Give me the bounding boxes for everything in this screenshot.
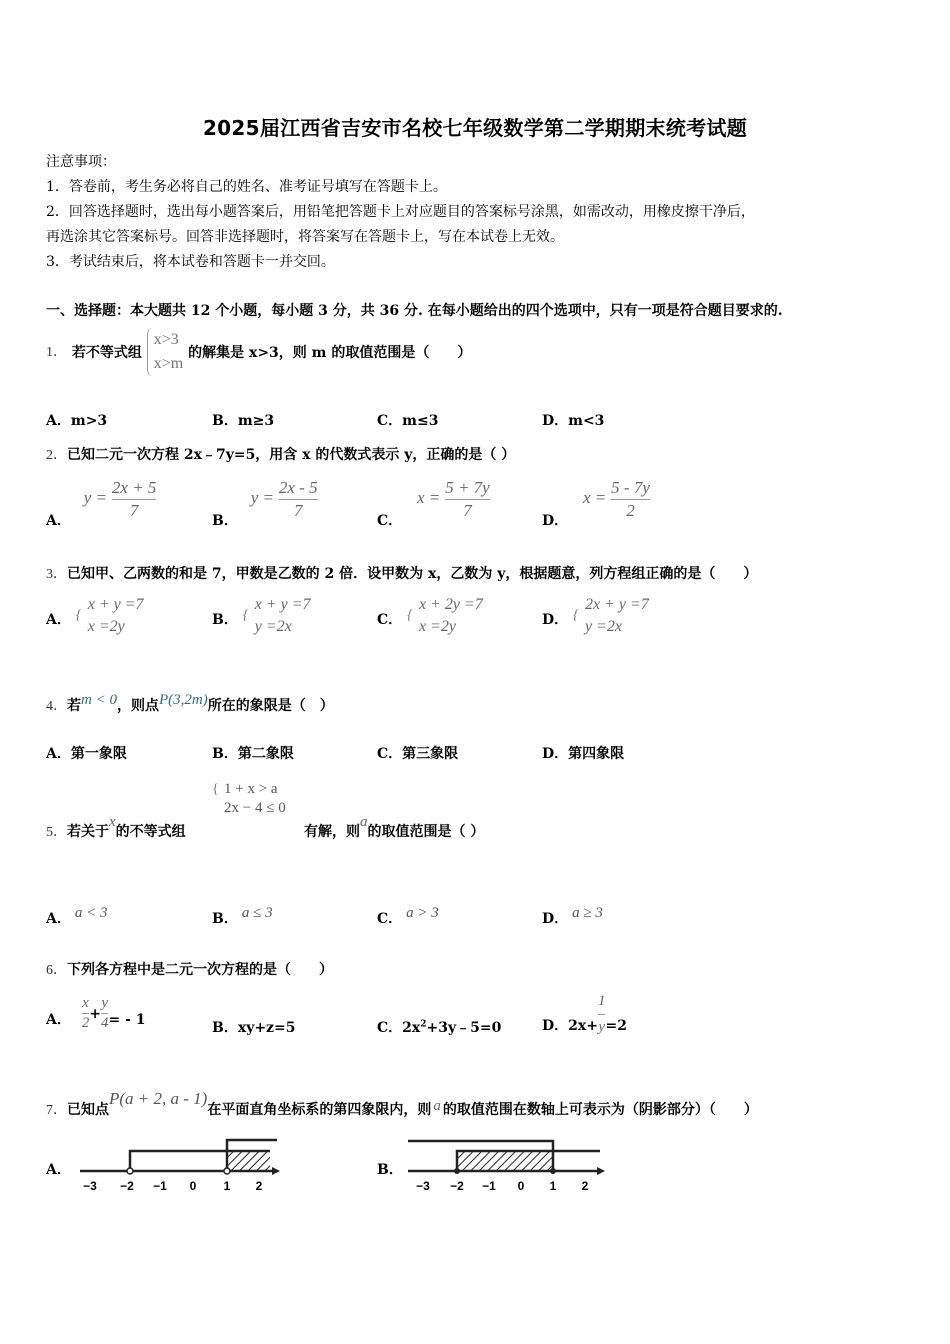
option-label: A． (46, 746, 71, 762)
numerator: 2x - 5 (278, 478, 318, 497)
tick-label: −2 (120, 1179, 134, 1193)
option-text: 第二象限 (237, 746, 294, 762)
numerator: 2x + 5 (111, 478, 157, 497)
inequality-system (147, 328, 183, 376)
question-number: 7． (46, 1103, 67, 1118)
option-label: A． (46, 413, 71, 429)
numerator: 5 + 7y (445, 478, 490, 497)
option-text: m<3 (568, 413, 605, 429)
variable-a: a (360, 814, 368, 830)
option-c[interactable] (377, 410, 438, 430)
option-d[interactable] (542, 594, 649, 638)
option-label: A． (46, 513, 71, 530)
condition-formula: m < 0 (81, 692, 117, 708)
equation-rhs: = - 1 (108, 1011, 146, 1028)
option-label: C． (377, 911, 403, 927)
numerator: x (82, 995, 89, 1011)
tick-label: −1 (482, 1179, 496, 1193)
tick-label: −1 (153, 1179, 167, 1193)
option-c[interactable] (377, 1017, 501, 1037)
number-line-b[interactable] (405, 1134, 610, 1196)
numerator: 5 - 7y (611, 478, 650, 497)
numerator: y (101, 995, 109, 1011)
tick-label: −3 (416, 1179, 430, 1193)
option-text: m≤3 (402, 413, 439, 429)
equation-lhs: y = (83, 488, 108, 508)
option-label: B． (212, 513, 238, 530)
question-text: 已知甲、乙两数的和是 7，甲数是乙数的 2 倍．设甲数为 x，乙数为 y，根据题意，列方程组正确的是（ ） (67, 566, 758, 582)
option-formula: a ≥ 3 (572, 905, 603, 921)
question-text: ，则点 (116, 698, 159, 714)
equation-2: x =2y (87, 618, 125, 635)
option-text: 第三象限 (402, 746, 459, 762)
option-text: m>3 (70, 413, 108, 429)
question-number: 3． (46, 567, 67, 582)
page-title: 2025届江西省吉安市名校七年级数学第二学期期末统考试题 (202, 116, 748, 140)
equation-lhs: y = (250, 488, 274, 508)
notice-item-2: 2．回答选择题时，选出每小题答案后，用铅笔把答题卡上对应题目的答案标号涂黑，如需改动，用橡皮擦干净后， (46, 204, 755, 220)
option-b[interactable] (212, 743, 294, 763)
option-text: 2x+ (568, 1018, 598, 1034)
variable-x: x (109, 814, 116, 830)
option-c[interactable] (377, 594, 483, 638)
question-number: 1． (46, 345, 67, 360)
tick-label: 1 (223, 1179, 231, 1193)
question-3 (46, 563, 757, 583)
option-a-label[interactable]: A． (46, 1162, 71, 1178)
notice-item-2-cont: 再选涂其它答案标号。回答非选择题时，将答案写在答题卡上，写在本试卷上无效。 (46, 229, 564, 245)
question-number: 6． (46, 963, 67, 978)
option-label: C． (377, 1020, 403, 1036)
option-label: C． (377, 413, 403, 429)
option-c[interactable] (377, 478, 490, 530)
denominator: y (598, 1018, 606, 1035)
option-label: B． (212, 1020, 238, 1036)
equation-1: 2x + y =7 (585, 596, 649, 613)
tick-label: 2 (581, 1179, 589, 1193)
fraction (445, 478, 490, 520)
option-formula: a > 3 (406, 905, 439, 921)
question-4 (46, 692, 334, 715)
option-b[interactable] (212, 1017, 295, 1037)
option-a[interactable] (46, 410, 107, 430)
equation-lhs: x = (583, 488, 607, 508)
option-c[interactable] (377, 743, 458, 763)
inequality-system (214, 780, 286, 818)
option-text: xy+z=5 (237, 1020, 296, 1036)
question-text: 已知点 (67, 1102, 109, 1118)
variable-a: a (433, 1098, 441, 1114)
denominator: 2 (81, 1015, 90, 1032)
option-a[interactable] (46, 995, 146, 1033)
option-a[interactable] (46, 594, 144, 638)
option-label: D． (542, 1018, 569, 1034)
question-5 (46, 814, 186, 841)
option-label: B． (212, 612, 238, 628)
question-text: 所在的象限是（ ） (207, 698, 334, 714)
option-d[interactable] (542, 743, 624, 763)
point-formula: P(a + 2, a - 1) (109, 1089, 208, 1108)
number-line-a[interactable] (72, 1134, 282, 1196)
question-text: 若不等式组 (71, 345, 142, 361)
option-a[interactable] (46, 478, 156, 530)
option-text: 第四象限 (568, 746, 625, 762)
inequality-1: x>3 (153, 331, 179, 348)
plus-sign: + (89, 1005, 101, 1022)
equation-lhs: x = (417, 488, 441, 508)
option-text: 第一象限 (70, 746, 127, 762)
notice-heading: 注意事项： (46, 154, 116, 170)
inequality-2: x>m (153, 355, 184, 372)
inequality-1: 1 + x > a (224, 781, 278, 797)
question-text: 的取值范围在数轴上可表示为（阴影部分）（ ） (442, 1102, 758, 1118)
fraction (112, 478, 157, 520)
denominator: 2 (626, 500, 635, 520)
option-label: C． (377, 746, 403, 762)
question-number: 5． (46, 825, 67, 840)
option-b[interactable] (212, 478, 318, 530)
option-label: B． (212, 746, 238, 762)
equation-2: y =2x (585, 618, 623, 635)
denominator: 7 (293, 500, 303, 520)
option-label: A． (46, 911, 71, 927)
option-b-label[interactable]: B． (377, 1162, 403, 1178)
option-label: A． (46, 612, 71, 628)
question-text: 若 (67, 698, 81, 714)
option-label: A． (46, 1011, 71, 1028)
fraction (611, 478, 650, 520)
question-text: 有解，则 (304, 824, 360, 840)
question-text: 下列各方程中是二元一次方程的是（ ） (67, 962, 333, 978)
question-text: 在平面直角坐标系的第四象限内，则 (207, 1102, 432, 1118)
notice-item-1: 1．答卷前，考生务必将自己的姓名、准考证号填写在答题卡上。 (46, 179, 447, 195)
option-label: D． (542, 612, 569, 628)
option-label: D． (542, 413, 569, 429)
equation-1: x + y =7 (254, 596, 311, 613)
exponent: 2 (420, 1019, 427, 1030)
point-formula: P(3,2m) (158, 692, 208, 708)
option-text: =2 (605, 1018, 627, 1034)
option-formula: a ≤ 3 (241, 905, 273, 921)
notice-item-3: 3．考试结束后，将本试卷和答题卡一并交回。 (46, 254, 335, 270)
tick-label: −2 (450, 1179, 464, 1193)
question-text: 的解集是 x>3，则 m 的取值范围是（ ） (188, 345, 472, 361)
equation-2: y =2x (254, 618, 292, 635)
denominator: 7 (129, 500, 139, 520)
option-formula: a < 3 (74, 905, 108, 921)
option-label: D． (542, 746, 569, 762)
equation-system: { 2x + y =7 y =2x (573, 594, 649, 638)
question-5-cont (304, 814, 484, 841)
option-b[interactable] (212, 594, 311, 638)
brace-icon: { (212, 782, 219, 797)
question-6 (46, 959, 333, 979)
equation-2: x =2y (419, 618, 457, 635)
option-d[interactable] (542, 990, 627, 1038)
option-c[interactable] (377, 905, 439, 928)
option-text: +3y﹣5=0 (426, 1020, 502, 1036)
option-a[interactable] (46, 905, 108, 928)
question-1 (46, 328, 471, 376)
option-label: D． (542, 513, 569, 530)
question-text: 的取值范围是（ ） (367, 824, 485, 840)
numerator: 1 (597, 993, 606, 1009)
question-number: 4． (46, 699, 67, 714)
equation-system: { x + y =7 x =2y (76, 594, 144, 638)
option-label: B． (212, 911, 238, 927)
tick-label: 0 (189, 1179, 197, 1193)
option-d[interactable] (542, 478, 650, 530)
option-text: 2x (402, 1020, 421, 1036)
question-text: 的不等式组 (115, 824, 186, 840)
question-2 (46, 444, 515, 464)
option-label: B． (212, 413, 238, 429)
option-label: D． (542, 911, 569, 927)
tick-label: 1 (549, 1179, 557, 1193)
tick-label: −3 (83, 1179, 97, 1193)
question-number: 2． (46, 448, 67, 463)
option-b[interactable] (212, 410, 274, 430)
equation-1: x + 2y =7 (419, 596, 483, 613)
denominator: 7 (463, 500, 472, 520)
equation-system: { x + y =7 y =2x (243, 594, 311, 638)
denominator: 4 (100, 1015, 109, 1032)
question-7 (46, 1089, 758, 1119)
equation-system: { x + 2y =7 x =2y (407, 594, 483, 638)
option-b[interactable] (212, 905, 273, 928)
section-header: 一、选择题：本大题共 12 个小题，每小题 3 分，共 36 分. 在每小题给出的四个选项中，只有一项是符合题目要求的. (46, 303, 783, 319)
question-text: 已知二元一次方程 2x﹣7y=5，用含 x 的代数式表示 y，正确的是（ ） (67, 447, 516, 463)
option-a[interactable] (46, 743, 127, 763)
equation-1: x + y =7 (87, 596, 144, 613)
option-label: C． (377, 513, 403, 530)
fraction (279, 478, 318, 520)
option-label: C． (377, 612, 403, 628)
tick-label: 2 (255, 1179, 263, 1193)
tick-label: 0 (517, 1179, 525, 1193)
option-d[interactable] (542, 905, 603, 928)
option-text: m≥3 (237, 413, 275, 429)
question-text: 若关于 (67, 824, 109, 840)
option-d[interactable] (542, 410, 604, 430)
inequality-2: 2x − 4 ≤ 0 (224, 800, 286, 816)
